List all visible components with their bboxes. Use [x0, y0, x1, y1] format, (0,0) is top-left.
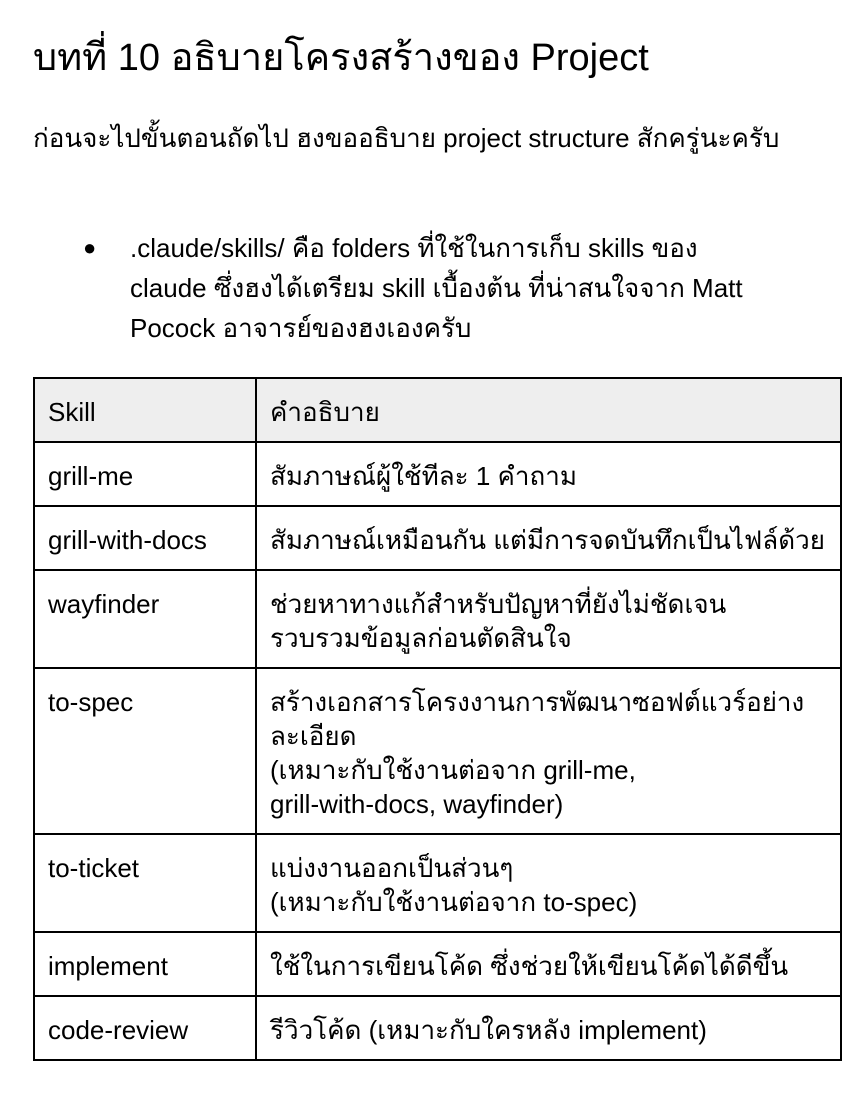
- cell-skill: wayfinder: [34, 570, 256, 668]
- bullet-list: [33, 228, 843, 348]
- cell-skill: to-ticket: [34, 834, 256, 932]
- bullet-dot-icon: ●: [83, 235, 97, 260]
- cell-description: สัมภาษณ์เหมือนกัน แต่มีการจดบันทึกเป็นไฟล์ด้วย: [256, 506, 841, 570]
- bullet-item-skills-folder: [33, 228, 770, 348]
- header-skill: Skill: [34, 378, 256, 442]
- cell-description: แบ่งงานออกเป็นส่วนๆ (เหมาะกับใช้งานต่อจาก to-spec): [256, 834, 841, 932]
- cell-skill: implement: [34, 932, 256, 996]
- chapter-heading: บทที่ 10 อธิบายโครงสร้างของ Project: [33, 37, 649, 79]
- cell-description: ช่วยหาทางแก้สำหรับปัญหาที่ยังไม่ชัดเจน รวบรวมข้อมูลก่อนตัดสินใจ: [256, 570, 841, 668]
- table-row: [34, 442, 841, 506]
- table-row: [34, 506, 841, 570]
- table-row: [34, 996, 841, 1060]
- cell-description: ใช้ในการเขียนโค้ด ซึ่งช่วยให้เขียนโค้ดได้ดีขึ้น: [256, 932, 841, 996]
- cell-description: สัมภาษณ์ผู้ใช้ทีละ 1 คำถาม: [256, 442, 841, 506]
- cell-description: สร้างเอกสารโครงงานการพัฒนาซอฟต์แวร์อย่างละเอียด (เหมาะกับใช้งานต่อจาก grill-me, grill-with-docs, wayfinder): [256, 668, 841, 834]
- bullet-text: .claude/skills/ คือ folders ที่ใช้ในการเก็บ skills ของ claude ซึ่งฮงได้เตรียม skill เบื้องต้น ที่น่าสนใจจาก Matt Pocock อาจารย์ของฮงเองครับ: [130, 233, 743, 343]
- cell-skill: grill-me: [34, 442, 256, 506]
- cell-skill: code-review: [34, 996, 256, 1060]
- cell-skill: grill-with-docs: [34, 506, 256, 570]
- table-row: [34, 668, 841, 834]
- skills-table: [33, 377, 842, 1061]
- table-row: [34, 834, 841, 932]
- cell-description: รีวิวโค้ด (เหมาะกับใครหลัง implement): [256, 996, 841, 1060]
- table-row: [34, 932, 841, 996]
- intro-paragraph: ก่อนจะไปขั้นตอนถัดไป ฮงขออธิบาย project structure สักครู่นะครับ: [33, 123, 780, 153]
- cell-skill: to-spec: [34, 668, 256, 834]
- header-description: คำอธิบาย: [256, 378, 841, 442]
- table-row: [34, 570, 841, 668]
- table-header-row: [34, 378, 841, 442]
